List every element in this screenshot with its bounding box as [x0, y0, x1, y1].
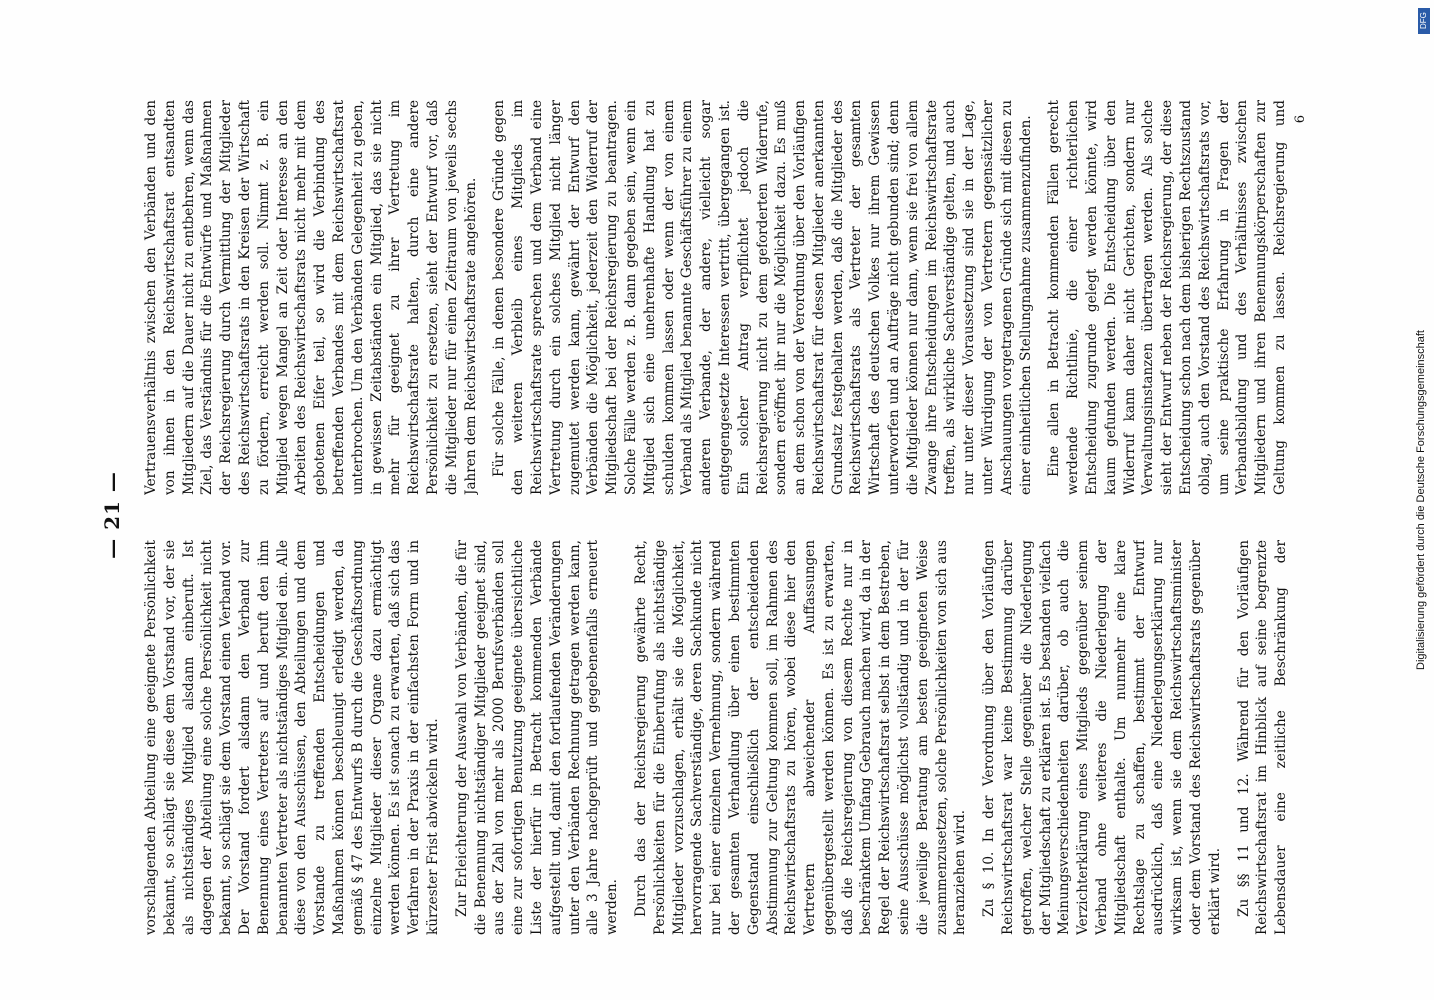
rotated-page-content: [100, 95, 1310, 935]
folio-mark: 6: [1293, 115, 1308, 124]
paragraph: Zur Erleichterung der Auswahl von Verbänden, die für die Benennung nichtständiger Mitglieder geeignet sind, aus der Zahl von mehr als 2000 Berufsverbänden soll eine zur sofortigen Benutzung geeignete übersichtliche Liste der hierfür in Betracht kommenden Verbände aufgestellt und, damit den fortlaufenden Veränderungen unter den Verbänden Rechnung getragen werden kann, alle 3 Jahre nachgeprüft und gegebenenfalls erneuert werden.: [453, 540, 621, 935]
paragraph: Für solche Fälle, in denen besondere Gründe gegen den weiteren Verbleib eines Mitglieds im Reichswirtschaftsrate sprechen und dem Verband eine Vertretung durch ein solches Mitglied nicht länger zugemutet werden kann, gewährt der Entwurf den Verbänden die Möglichkeit, jederzeit den Widerruf der Mitgliedschaft bei der Reichsregierung zu beantragen. Solche Fälle werden z. B. dann gegeben sein, wenn ein Mitglied sich eine unehrenhafte Handlung hat zu schulden kommen lassen oder wenn der von einem Verband als Mitglied benannte Geschäftsführer zu einem anderen Verbande, der andere, vielleicht sogar entgegengesetzte Interessen vertritt, übergegangen ist. Ein solcher Antrag verpflichtet jedoch die Reichsregierung nicht zu dem geforderten Widerrufe, sondern eröffnet ihr nur die Möglichkeit dazu. Es muß an dem schon von der Verordnung über den Vorläufigen Reichswirtschaftsrat für dessen Mitglieder anerkannten Grundsatz festgehalten werden, daß die Mitglieder des Reichswirtschaftsrats als Vertreter der gesamten Wirtschaft des deutschen Volkes nur ihrem Gewissen unterworfen und an Aufträge nicht gebunden sind; denn die Mitglieder können nur dann, wenn sie frei von allem Zwange ihre Entscheidungen im Reichswirtschaftsrate treffen, als wirkliche Sachverständige gelten, und auch nur unter dieser Voraussetzung sind sie in der Lage, unter Würdigung der von Vertretern gegensätzlicher Anschauungen vorgetragenen Gründe sich mit diesen zu einer einheitlichen Stellungnahme zusammenzufinden.: [491, 100, 1034, 495]
page-number: — 21 —: [100, 471, 124, 559]
paragraph: Eine allen in Betracht kommenden Fällen gerecht werdende Richtlinie, die einer richterlichen Entscheidung zugrunde gelegt werden könnte, wird kaum gefunden werden. Die Entscheidung über den Widerruf kann daher nicht Gerichten, sondern nur Verwaltungsinstanzen übertragen werden. Als solche sieht der Entwurf neben der Reichsregierung, der diese Entscheidung schon nach dem bisherigen Rechtszustand oblag, auch den Vorstand des Reichswirtschaftsrats vor, um seine praktische Erfahrung in Fragen der Verbandsbildung und des Verhältnisses zwischen Mitgliedern und ihren Benennungskörperschaften zur Geltung kommen zu lassen. Reichsregierung und: [1046, 100, 1289, 495]
scanned-page-area: [100, 95, 1310, 935]
paragraph: vorschlagenden Abteilung eine geeignete Persönlichkeit bekannt, so schlägt sie diese dem Vorstand vor, der sie als nichtständiges Mitglied alsdann einberuft. Ist dagegen der Abteilung eine solche Persönlichkeit nicht bekannt, so schlägt sie dem Vorstand einen Verband vor. Der Vorstand fordert alsdann den Verband zur Benennung eines Vertreters auf und beruft den ihm benannten Vertreter als nichtständiges Mitglied ein. Alle diese von den Ausschüssen, den Abteilungen und dem Vorstande zu treffenden Entscheidungen und Maßnahmen können beschleunigt erledigt werden, da gemäß § 47 des Entwurfs B durch die Geschäftsordnung einzelne Mitglieder dieser Organe dazu ermächtigt werden können. Es ist sonach zu erwarten, daß sich das Verfahren in der Praxis in der einfachsten Form und in kürzester Frist abwickeln wird.: [143, 540, 441, 935]
paragraph: Vertrauensverhältnis zwischen den Verbänden und den von ihnen in den Reichswirtschaftsrat entsandten Mitgliedern auf die Dauer nicht zu entbehren, wenn das Ziel, das Verständnis für die Entwürfe und Maßnahmen der Reichsregierung durch Vermittlung der Mitglieder des Reichswirtschaftsrats in den Kreisen der Wirtschaft zu fördern, erreicht werden soll. Nimmt z. B. ein Mitglied wegen Mangel an Zeit oder Interesse an den Arbeiten des Reichswirtschaftsrats nicht mehr mit dem gebotenen Eifer teil, so wird die Verbindung des betreffenden Verbandes mit dem Reichswirtschaftsrat unterbrochen. Um den Verbänden Gelegenheit zu geben, in gewissen Zeitabständen ein Mitglied, das sie nicht mehr für geeignet zu ihrer Vertretung im Reichswirtschaftsrate halten, durch eine andere Persönlichkeit zu ersetzen, sieht der Entwurf vor, daß die Mitglieder nur für einen Zeitraum von jeweils sechs Jahren dem Reichswirtschaftsrate angehören.: [143, 100, 479, 495]
right-column: [142, 100, 1292, 495]
digitization-text: Digitalisierung gefördert durch die Deutsche Forschungsgemeinschaft: [1415, 330, 1427, 670]
paragraph: Zu § 10. In der Verordnung über den Vorläufigen Reichswirtschaftsrat war keine Bestimmung darüber getroffen, welcher Stelle gegenüber die Niederlegung der Mitgliedschaft zu erklären ist. Es bestanden vielfach Meinungsverschiedenheiten darüber, ob auch die Verzichterklärung eines Mitglieds gegenüber seinem Verband ohne weiteres die Niederlegung der Mitgliedschaft enthalte. Um nunmehr eine klare Rechtslage zu schaffen, bestimmt der Entwurf ausdrücklich, daß eine Niederlegungserklärung nur wirksam ist, wenn sie dem Reichswirtschaftsminister oder dem Vorstand des Reichswirtschaftsrats gegenüber erklärt wird.: [981, 540, 1223, 935]
dfg-logo: DFG: [1418, 8, 1430, 34]
left-column: [142, 540, 1292, 935]
digitization-note: [1408, 0, 1434, 1000]
paragraph: Durch das der Reichsregierung gewährte Recht, Persönlichkeiten für die Einberufung als nichtständige Mitglieder vorzuschlagen, erhält sie die Möglichkeit, hervorragende Sachverständige, deren Sachkunde nicht nur bei einer einzelnen Vernehmung, sondern während der gesamten Verhandlung über einen bestimmten Gegenstand einschließlich der entscheidenden Abstimmung zur Geltung kommen soll, im Rahmen des Reichswirtschaftsrats zu hören, wobei diese hier den Vertretern abweichender Auffassungen gegenübergestellt werden können. Es ist zu erwarten, daß die Reichsregierung von diesem Rechte nur in beschränktem Umfang Gebrauch machen wird, da in der Regel der Reichswirtschaftsrat selbst in dem Bestreben, seine Ausschüsse möglichst vollständig und in der für die jeweilige Beratung am besten geeigneten Weise zusammenzusetzen, solche Persönlichkeiten von sich aus heranziehen wird.: [632, 540, 969, 935]
paragraph: Zu §§ 11 und 12. Während für den Vorläufigen Reichswirtschaftsrat im Hinblick auf seine begrenzte Lebensdauer eine zeitliche Beschränkung der: [1235, 540, 1290, 935]
